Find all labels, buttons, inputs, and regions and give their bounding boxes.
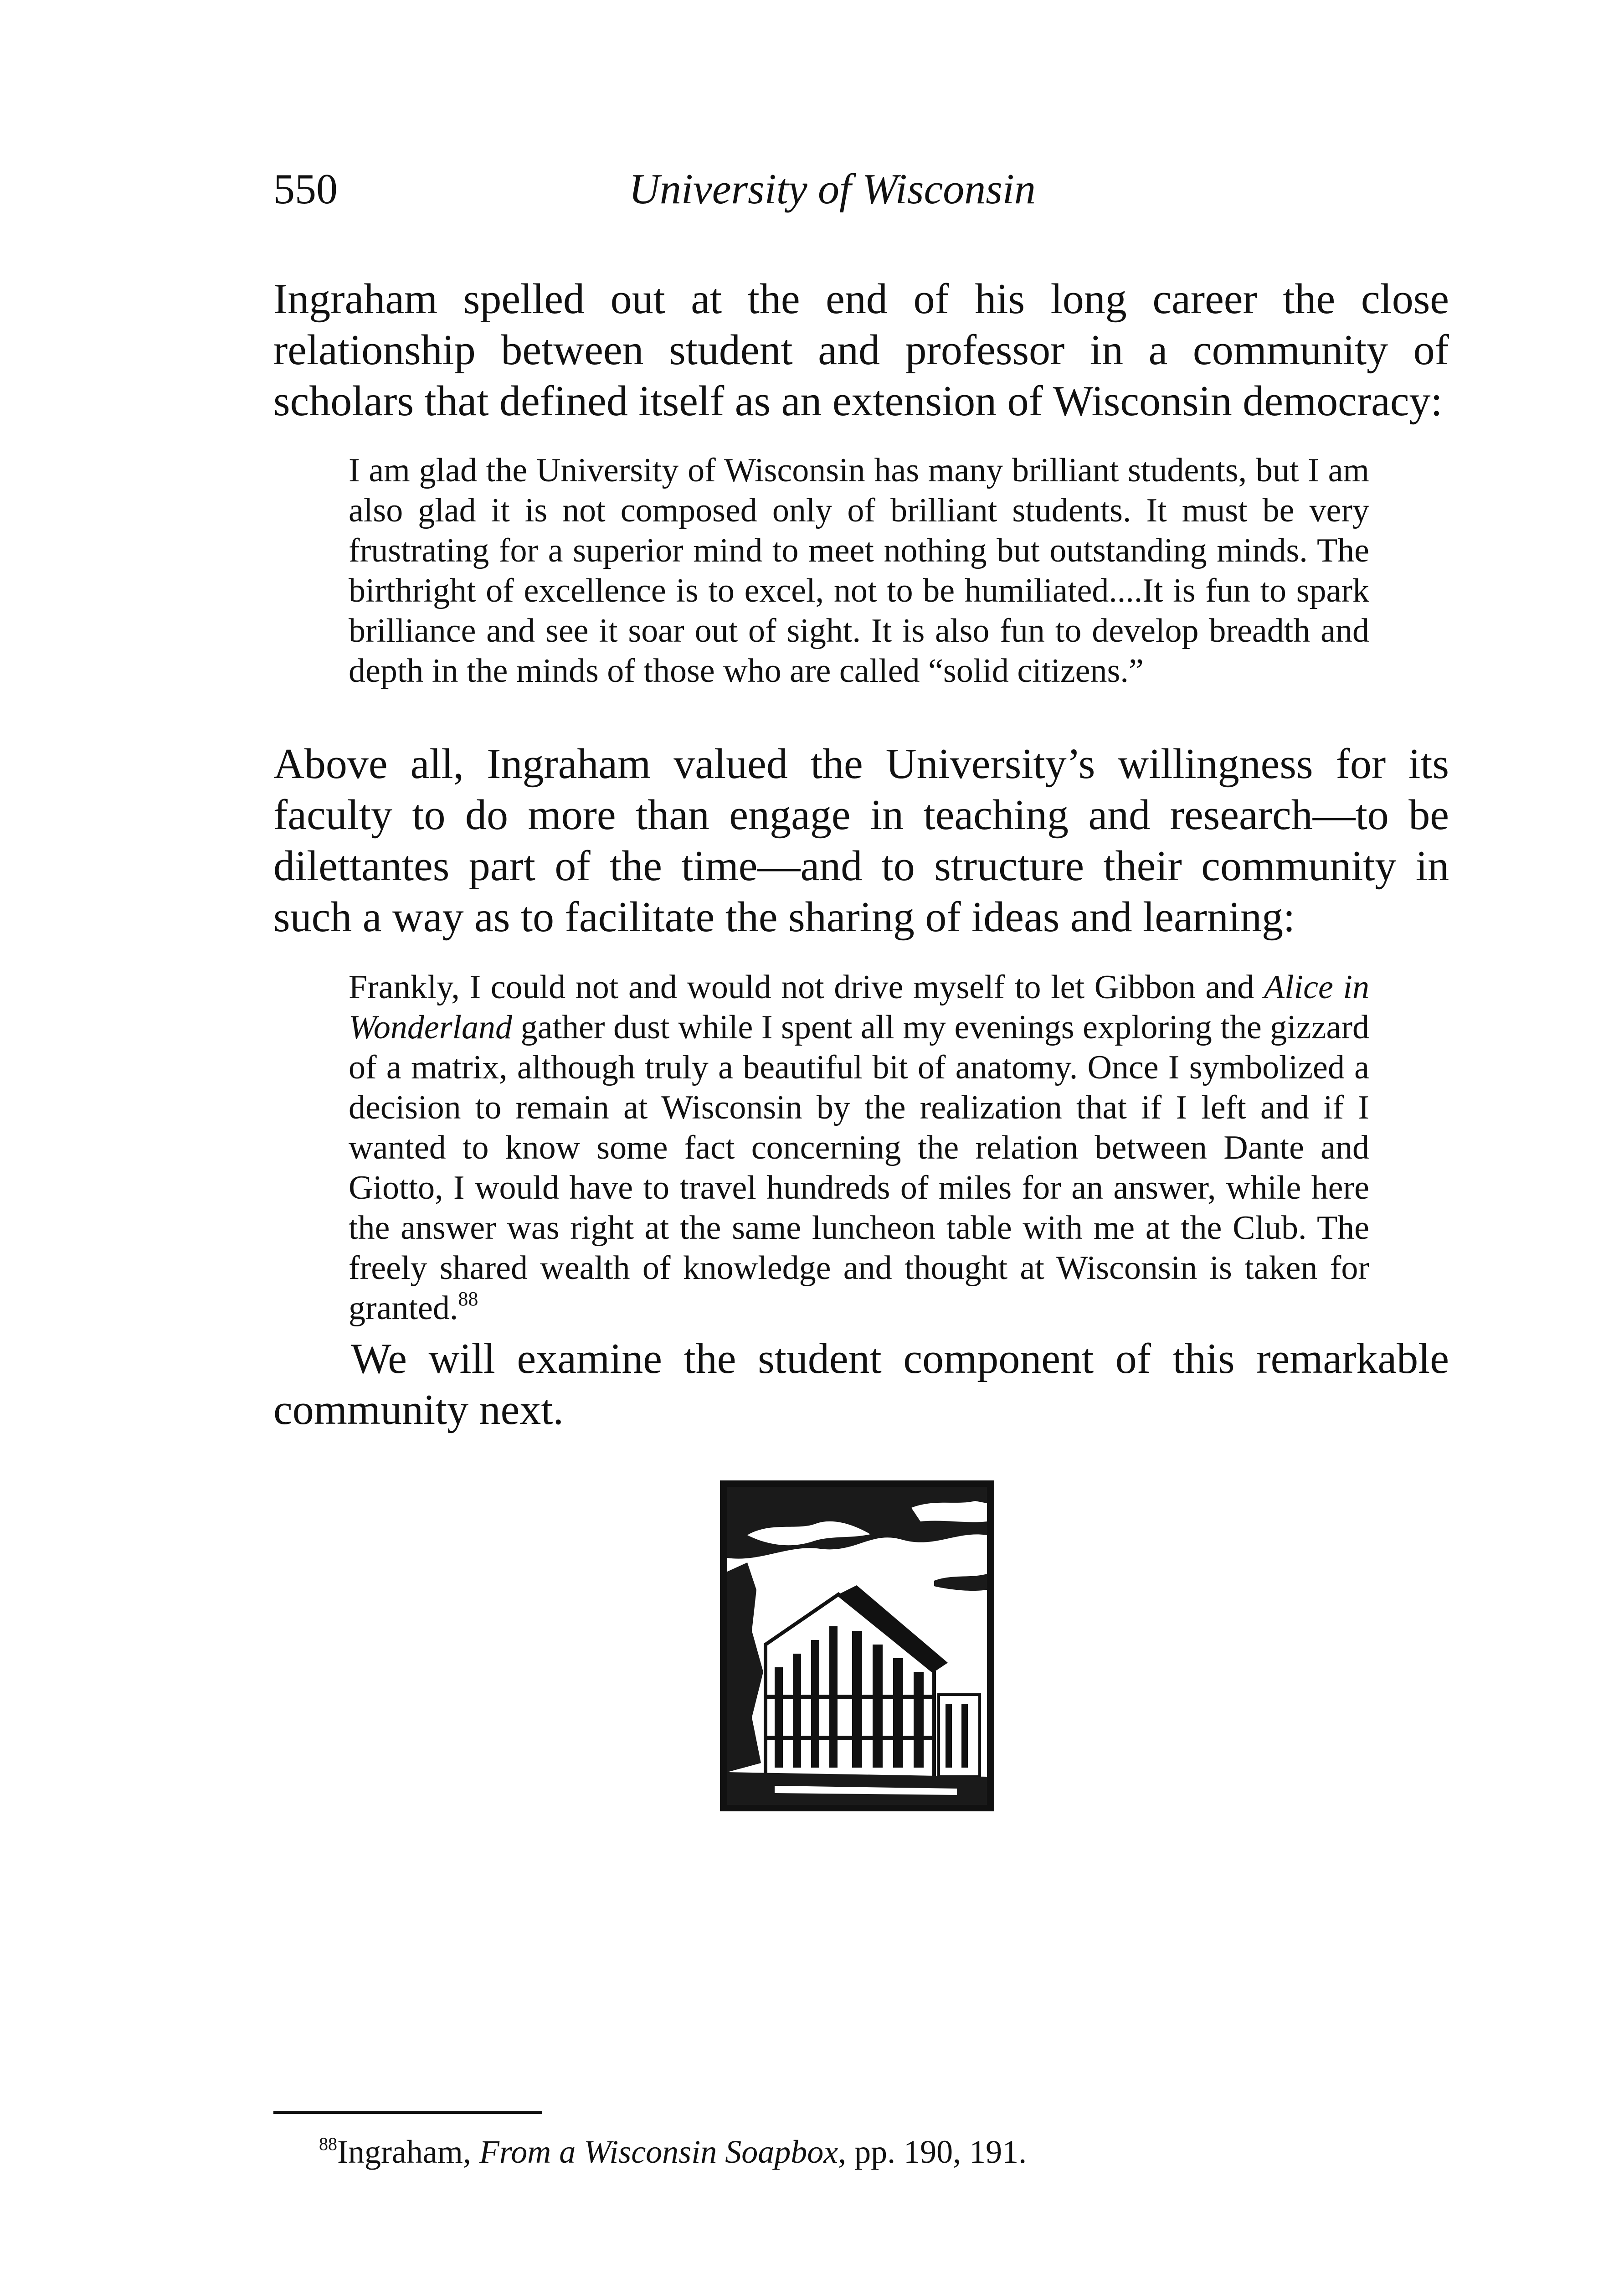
footnote-author: Ingraham, (337, 2134, 479, 2170)
page-header (273, 162, 1449, 217)
footnote-reference[interactable]: 88 (458, 1288, 478, 1310)
building-illustration (720, 1480, 994, 1811)
block-quote-2-text-a: Frankly, I could not and would not drive myself to let Gibbon and (349, 969, 1264, 1006)
block-quote-2-text-b: gather dust while I spent all my evenings exploring the gizzard of a matrix, although truly a beautiful bit of anatomy. Once I symbolized a decision to remain at Wisconsin by the realization that if I left and if I wanted to know some fact concerning the relation between Dante and Giotto, I would have to travel hundreds of miles for an answer, while here the answer was right at the same luncheon table with me at the Club. The freely shared wealth of knowledge and thought at Wisconsin is taken for granted. (349, 1009, 1369, 1327)
body-paragraph-2: Above all, Ingraham valued the University’s willingness for its faculty to do more than engage in teaching and research—to be dilettantes part of the time—and to structure their community in such a way as to facilitate the sharing of ideas and learning: (273, 740, 1449, 941)
block-quote-1: I am glad the University of Wisconsin has many brilliant students, but I am also glad it is not composed only of brilliant students. It must be very frustrating for a superior mind to meet nothing but outstanding minds. The birthright of excellence is to excel, not to be humiliated....It is fun to spark brilliance and see it soar out of sight. It is also fun to develop breadth and depth in the minds of those who are called “solid citizens.” (349, 452, 1369, 690)
footnote-88 (319, 2131, 1413, 2172)
body-paragraph-3: We will examine the student component of this remarkable community next. (273, 1335, 1449, 1433)
woodcut-building-image (720, 1480, 994, 1811)
footnote-mark: 88 (319, 2134, 337, 2154)
footnote-book-title: From a Wisconsin Soapbox (479, 2134, 838, 2170)
footnote-divider (273, 2111, 542, 2114)
book-title-alice-in-wonderland: Alice in Wonderland (349, 969, 1369, 1046)
page-number: 550 (273, 165, 338, 213)
block-quote-2 (349, 967, 1369, 1328)
footnote-pages: , pp. 190, 191. (838, 2134, 1027, 2170)
body-paragraph-1: Ingraham spelled out at the end of his long career the close relationship between student and professor in a community of scholars that defined itself as an extension of Wisconsin democracy: (273, 275, 1449, 425)
running-head: University of Wisconsin (629, 165, 1036, 213)
